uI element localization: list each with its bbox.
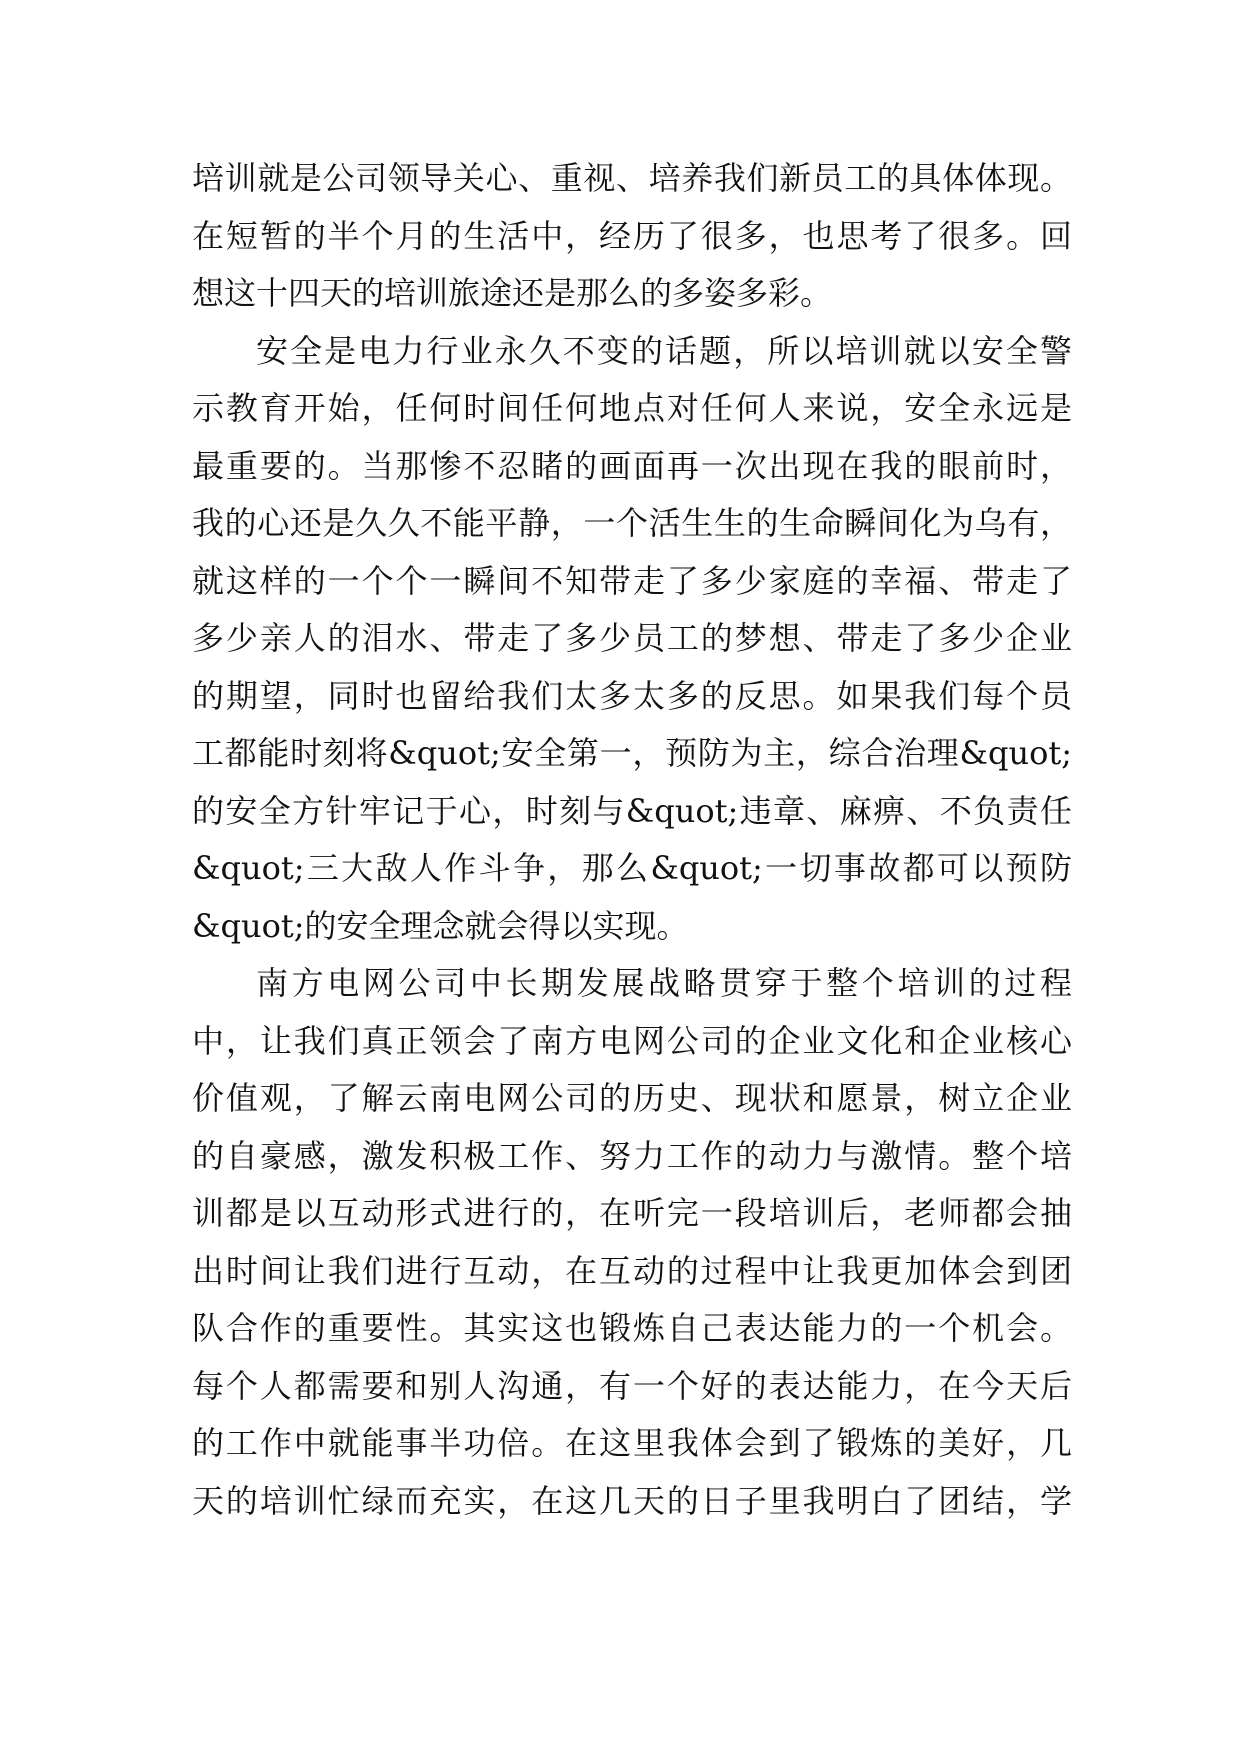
text-line: 培训就是公司领导关心、重视、培养我们新员工的具体体现。 — [192, 159, 1072, 197]
text-line: 的安全方针牢记于心，时刻与&quot;违章、麻痹、不负责任 — [192, 791, 1072, 830]
text-line: 的工作中就能事半功倍。在这里我体会到了锻炼的美好，几 — [192, 1424, 1072, 1462]
text-line: 安全是电力行业永久不变的话题，所以培训就以安全警 — [256, 331, 1072, 370]
paragraph-2 — [192, 323, 1072, 956]
text-line: 每个人都需要和别人沟通，有一个好的表达能力，在今天后 — [192, 1366, 1072, 1405]
text-line: 多少亲人的泪水、带走了多少员工的梦想、带走了多少企业 — [192, 619, 1072, 657]
text-line: &quot;的安全理念就会得以实现。 — [192, 906, 689, 945]
text-line: 就这样的一个个一瞬间不知带走了多少家庭的幸福、带走了 — [192, 561, 1072, 600]
text-line: 的期望，同时也留给我们太多太多的反思。如果我们每个员 — [192, 676, 1072, 715]
text-line: 示教育开始，任何时间任何地点对任何人来说，安全永远是 — [192, 389, 1072, 427]
text-line: 训都是以互动形式进行的，在听完一段培训后，老师都会抽 — [192, 1194, 1072, 1232]
text-line: &quot;三大敌人作斗争，那么&quot;一切事故都可以预防 — [192, 849, 1072, 887]
text-line: 的自豪感，激发积极工作、努力工作的动力与激情。整个培 — [192, 1136, 1072, 1175]
text-line: 最重要的。当那惨不忍睹的画面再一次出现在我的眼前时， — [192, 446, 1072, 485]
body-text — [192, 150, 1072, 1530]
text-line: 队合作的重要性。其实这也锻炼自己表达能力的一个机会。 — [192, 1309, 1072, 1347]
text-line: 天的培训忙绿而充实，在这几天的日子里我明白了团结，学 — [192, 1481, 1072, 1520]
text-line: 价值观，了解云南电网公司的历史、现状和愿景，树立企业 — [192, 1079, 1072, 1117]
text-line: 中，让我们真正领会了南方电网公司的企业文化和企业核心 — [192, 1021, 1072, 1060]
text-line: 南方电网公司中长期发展战略贯穿于整个培训的过程 — [256, 964, 1072, 1002]
text-line: 在短暂的半个月的生活中，经历了很多，也思考了很多。回 — [192, 216, 1072, 255]
text-line: 工都能时刻将&quot;安全第一，预防为主，综合治理&quot; — [192, 734, 1072, 772]
paragraph-1 — [192, 150, 1072, 323]
paragraph-3 — [192, 955, 1072, 1530]
text-line: 出时间让我们进行互动，在互动的过程中让我更加体会到团 — [192, 1251, 1072, 1290]
text-line: 想这十四天的培训旅途还是那么的多姿多彩。 — [192, 274, 833, 312]
text-line: 我的心还是久久不能平静，一个活生生的生命瞬间化为乌有， — [192, 504, 1072, 542]
